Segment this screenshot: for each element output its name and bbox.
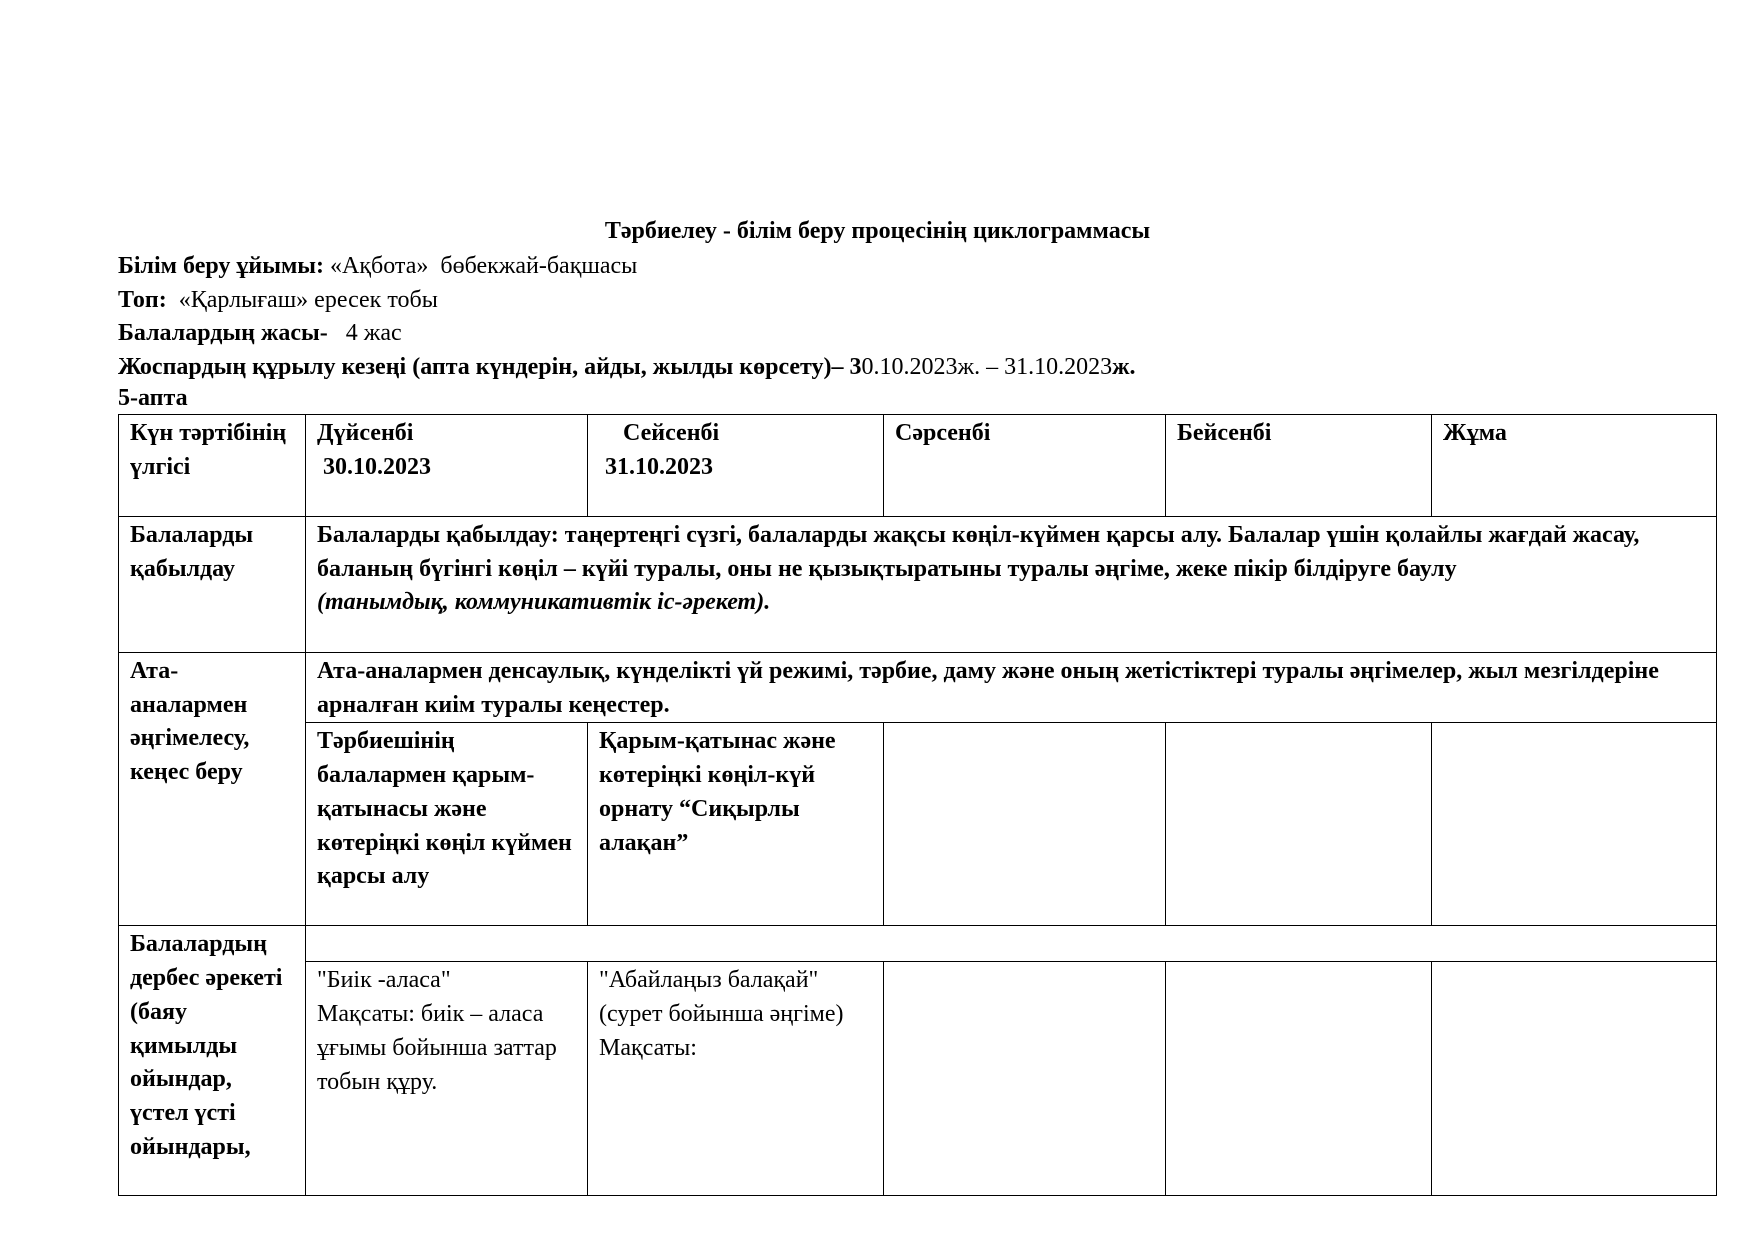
parents-friday-cell: [1432, 723, 1717, 926]
group-label: Топ:: [118, 286, 167, 313]
age-line: [118, 317, 1738, 351]
parents-row-bottom: [119, 723, 1717, 926]
age-value: 4 жас: [327, 320, 402, 347]
parents-tuesday-text: Қарым-қатынас және көтеріңкі көңіл-күй орнату “Сиқырлы алақан”: [599, 728, 836, 856]
document-title: Тәрбиелеу - білім беру процесінің циклограммасы: [604, 218, 1151, 244]
period-value: 0.10.2023ж. – 31.10.2023: [861, 354, 1113, 381]
header-thursday-cell: [1166, 415, 1432, 517]
independent-thursday-cell: [1166, 962, 1432, 1196]
tuesday-date: 31.10.2023: [599, 453, 713, 480]
reception-row: [119, 517, 1717, 653]
independent-tuesday-subtitle: (сурет бойынша әңгіме): [599, 1001, 844, 1028]
reception-note: (танымдық, коммуникативтік іс-әрекет).: [317, 589, 771, 616]
independent-tuesday-title: "Абайлаңыз балақай": [599, 967, 819, 994]
header-monday-cell: [306, 415, 588, 517]
period-line: [118, 351, 1738, 385]
parents-row-top: [119, 653, 1717, 723]
header-row: [119, 415, 1717, 517]
independent-friday-cell: [1432, 962, 1717, 1196]
independent-wednesday-cell: [884, 962, 1166, 1196]
independent-tuesday-goal: Мақсаты:: [599, 1034, 697, 1061]
parents-tuesday-cell: [588, 723, 884, 926]
parents-wednesday-cell: [884, 723, 1166, 926]
wednesday-label: Сәрсенбі: [895, 420, 991, 446]
independent-monday-goal: Мақсаты: биік – аласа ұғымы бойынша заттар тобын құру.: [317, 1001, 557, 1095]
header-schedule-cell: [119, 415, 306, 517]
tuesday-label: Сейсенбі: [599, 420, 720, 446]
schedule-table: [118, 414, 1717, 1196]
independent-row-bottom: [119, 962, 1717, 1196]
period-label: Жоспардың құрылу кезеңі (апта күндерін, айды, жылды көрсету)– 3: [118, 354, 862, 381]
monday-label: Дүйсенбі: [317, 420, 414, 446]
reception-content-cell: [306, 517, 1717, 653]
age-label: Балалардың жасы-: [118, 320, 328, 347]
parents-merged-cell: [306, 653, 1717, 723]
org-line: [118, 250, 1738, 284]
org-value: «Ақбота» бөбекжай-бақшасы: [324, 253, 638, 279]
group-line: [118, 284, 1738, 318]
reception-label: Балаларды қабылдау: [130, 522, 254, 582]
parents-monday-text: Тәрбиешінің балалармен қарым-қатынасы және көтеріңкі көңіл күймен қарсы алу: [317, 728, 572, 890]
group-value: «Қарлығаш» ересек тобы: [166, 286, 438, 313]
reception-text: Балаларды қабылдау: таңертеңгі сүзгі, балаларды жақсы көңіл-күймен қарсы алу. Балалар үшін қолайлы жағдай жасау, баланың бүгінгі көңіл – күйі туралы, оны не қызықтыратыны туралы әңгіме, жеке пікір білдіруге баулу: [317, 522, 1640, 582]
independent-label: Балалардың дербес әрекеті (баяу қимылды ойындар, үстел үсті ойындары,: [130, 931, 283, 1160]
independent-label-cell: [119, 926, 306, 1196]
monday-date: 30.10.2023: [317, 453, 431, 480]
parents-label: Ата-аналармен әңгімелесу, кеңес беру: [130, 658, 250, 786]
header-schedule-label: Күн тәртібінің үлгісі: [130, 420, 287, 480]
thursday-label: Бейсенбі: [1177, 420, 1272, 446]
parents-merged-text: Ата-аналармен денсаулық, күнделікті үй режимі, тәрбие, даму және оның жетістіктері туралы әңгімелер, жыл мезгілдеріне арналған киім туралы кеңестер.: [317, 658, 1659, 718]
week-label: 5-апта: [118, 384, 188, 411]
header-tuesday-cell: [588, 415, 884, 517]
parents-thursday-cell: [1166, 723, 1432, 926]
document-meta: [118, 250, 1738, 411]
independent-monday-cell: [306, 962, 588, 1196]
parents-monday-cell: [306, 723, 588, 926]
parents-label-cell: [119, 653, 306, 926]
independent-row-top: [119, 926, 1717, 962]
header-wednesday-cell: [884, 415, 1166, 517]
header-friday-cell: [1432, 415, 1717, 517]
reception-label-cell: [119, 517, 306, 653]
independent-tuesday-cell: [588, 962, 884, 1196]
org-label: Білім беру ұйымы:: [118, 253, 325, 279]
independent-blank-cell: [306, 926, 1717, 962]
independent-monday-title: "Биік -аласа": [317, 967, 451, 994]
period-suffix: ж.: [1112, 354, 1136, 381]
friday-label: Жұма: [1443, 420, 1507, 446]
